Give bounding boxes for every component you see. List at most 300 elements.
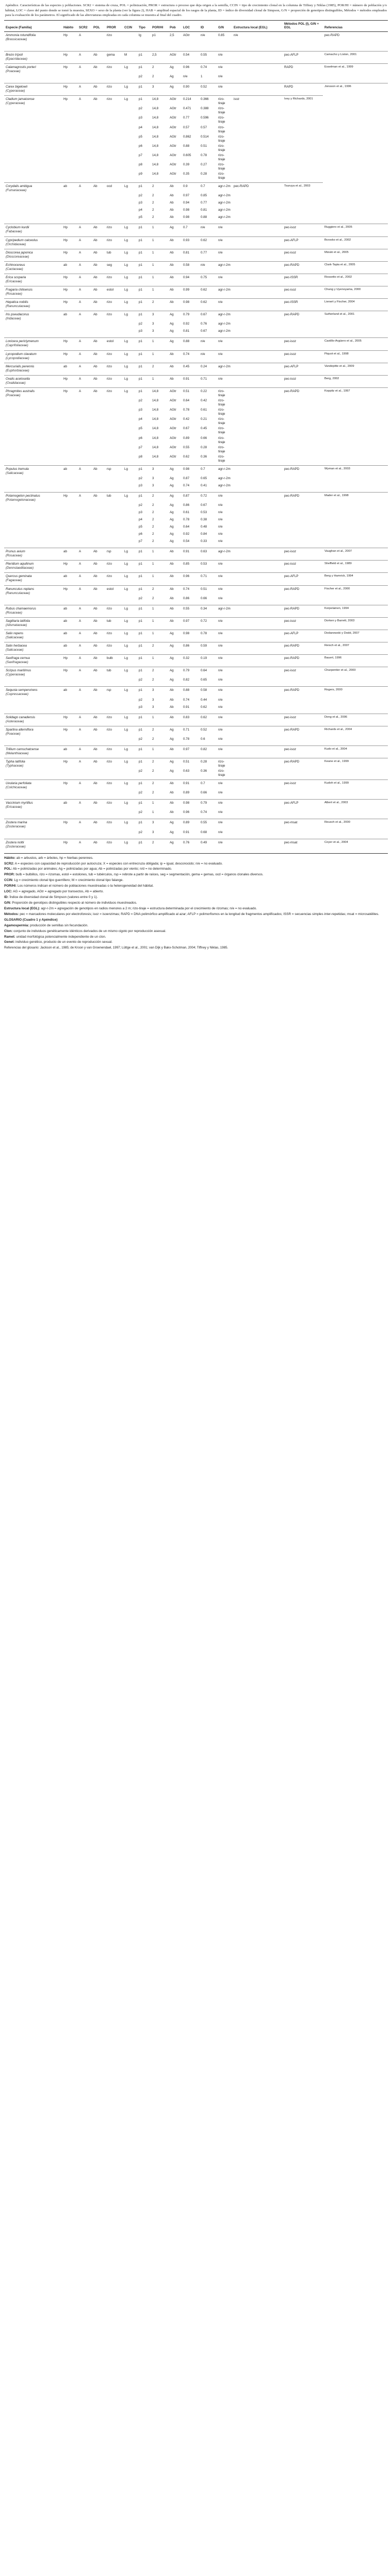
table-cell: 0.89	[183, 436, 190, 440]
table-cell: 0.91	[182, 780, 199, 791]
species-cell	[4, 286, 62, 299]
table-cell	[62, 532, 77, 539]
species-cell	[4, 454, 62, 466]
table-row	[4, 153, 388, 162]
species-name: Erica scoparia	[6, 275, 26, 279]
table-cell: p1	[137, 561, 151, 573]
table-cell	[232, 436, 283, 445]
table-cell	[92, 705, 105, 714]
table-cell	[232, 769, 283, 780]
table-cell: Ag	[170, 737, 174, 741]
table-cell	[232, 115, 283, 125]
table-cell: 0.76	[201, 322, 207, 326]
table-cell: Hp	[62, 585, 77, 596]
table-cell: p1	[137, 63, 151, 74]
table-cell: rizo	[105, 363, 123, 375]
table-cell: A	[77, 745, 92, 758]
table-cell	[62, 106, 77, 115]
table-cell: Lg	[123, 667, 137, 678]
table-row	[4, 758, 388, 769]
table-cell: 1	[151, 375, 168, 387]
table-row	[4, 642, 388, 655]
table-cell: n/e	[217, 800, 232, 810]
table-cell: rizo	[105, 819, 123, 830]
table-row	[4, 790, 388, 800]
species-cell	[4, 737, 62, 746]
table-cell: 0.74	[183, 484, 190, 488]
table-cell: rizo-tiraje	[218, 125, 225, 133]
table-cell: p1	[137, 350, 151, 363]
table-cell: 0.35	[183, 172, 190, 176]
table-cell: 0.36	[201, 454, 207, 459]
table-cell: rizo-tiraje	[217, 96, 232, 107]
table-cell	[105, 830, 123, 839]
table-cell: Ab	[92, 183, 105, 194]
table-cell: Ab	[168, 561, 182, 573]
table-cell: Ab	[170, 810, 174, 815]
table-cell: rizo-tiraje	[218, 436, 225, 444]
table-cell	[123, 517, 137, 524]
footnote	[4, 884, 388, 889]
table-cell: 0.87	[183, 477, 190, 481]
table-cell: 0.85	[182, 561, 199, 573]
table-cell: p1	[137, 224, 151, 236]
table-cell: Ag	[170, 539, 174, 544]
table-cell: p1	[137, 375, 151, 387]
table-cell	[62, 830, 77, 839]
species-name: Dioscorea japonica	[6, 250, 33, 255]
species-cell	[4, 261, 62, 274]
table-cell	[92, 115, 105, 125]
table-cell: agr-r-2m	[218, 215, 231, 219]
table-cell	[62, 162, 77, 172]
column-header: SCR2	[77, 20, 92, 32]
table-cell: 2	[151, 585, 168, 596]
table-cell	[232, 125, 283, 134]
table-cell: 2	[152, 194, 154, 198]
table-cell: 0.388	[201, 107, 209, 111]
table-cell	[283, 74, 323, 83]
family-name: (Ranunculaceae)	[6, 591, 30, 595]
table-cell: 0.66	[201, 436, 207, 440]
table-cell: rizo	[105, 236, 123, 249]
table-cell	[232, 106, 283, 115]
table-cell	[92, 454, 105, 466]
table-cell: Ab	[168, 573, 182, 585]
table-cell	[232, 830, 283, 839]
table-cell: Ag	[170, 678, 174, 682]
table-row	[4, 705, 388, 714]
table-cell: 0.71	[182, 726, 199, 737]
table-cell	[283, 32, 323, 52]
table-cell: Ab	[92, 224, 105, 236]
table-row	[4, 839, 388, 851]
table-cell: p1	[137, 387, 151, 398]
table-cell: Hp	[62, 224, 77, 236]
table-cell: Lg	[123, 642, 137, 655]
table-cell	[105, 769, 123, 780]
table-cell	[232, 408, 283, 417]
table-cell: p2	[139, 322, 142, 326]
table-cell: pec-isoz	[283, 548, 323, 561]
footnote-text: A = especies con capacidad de reproducción por autocruza; X = especies con entrecruza obligada; ip = igual, desconocido; n/e = no evaluado.	[14, 861, 223, 866]
table-cell: n/e	[218, 737, 223, 741]
table-cell: p1	[137, 605, 151, 617]
table-cell: 3	[152, 484, 154, 488]
table-cell: n/e	[218, 810, 223, 815]
table-cell: n/e	[199, 224, 217, 236]
table-row	[4, 363, 388, 375]
table-cell: p2	[139, 810, 142, 815]
family-name: (Asteraceae)	[6, 719, 24, 723]
table-cell: agr-r-2m	[217, 363, 232, 375]
table-cell	[123, 321, 137, 329]
table-cell	[105, 193, 123, 200]
table-cell: p1	[137, 573, 151, 585]
table-cell	[123, 454, 137, 466]
table-cell	[232, 596, 283, 605]
table-cell: Lg	[123, 183, 137, 194]
family-name: (Poaceae)	[6, 393, 21, 397]
table-cell: Lg	[123, 286, 137, 299]
species-cell	[4, 745, 62, 758]
species-name: Quercus geminata	[6, 574, 32, 579]
table-cell: p6	[139, 144, 142, 148]
species-name: Uvularia perfoliata	[6, 782, 31, 786]
table-cell	[62, 596, 77, 605]
table-cell	[283, 517, 323, 524]
table-cell	[323, 483, 388, 493]
table-row	[4, 524, 388, 532]
table-cell	[232, 311, 283, 322]
table-cell	[232, 153, 283, 162]
table-cell: p2	[139, 477, 142, 481]
table-cell: Hp	[62, 714, 77, 726]
table-cell: Hp	[62, 286, 77, 299]
table-cell: Ag	[170, 75, 174, 79]
table-cell	[77, 408, 92, 417]
table-cell	[105, 208, 123, 215]
table-cell: p2	[139, 830, 142, 834]
table-cell: 0.90	[182, 83, 199, 96]
table-cell: 0.67	[201, 503, 207, 507]
table-cell: Keane et al., 1999	[323, 758, 388, 769]
table-cell: Koppitz et al., 1997	[323, 387, 388, 398]
table-cell	[283, 539, 323, 548]
table-cell	[123, 476, 137, 483]
table-cell	[283, 134, 323, 144]
family-name: (Caprifoliaceae)	[6, 344, 28, 348]
table-cell	[323, 417, 388, 426]
footnote-label: G/N:	[4, 901, 11, 905]
table-row	[4, 144, 388, 153]
table-cell: Ag	[170, 525, 174, 529]
table-cell: 14,8	[152, 163, 159, 167]
table-cell: p1	[137, 83, 151, 96]
table-cell	[232, 193, 283, 200]
table-cell: 2	[151, 363, 168, 375]
table-cell: 2	[152, 208, 154, 212]
table-cell	[105, 476, 123, 483]
table-cell: Ag	[170, 511, 174, 515]
table-cell: 0.96	[182, 63, 199, 74]
table-cell	[232, 517, 283, 524]
table-cell: ab	[62, 605, 77, 617]
table-cell: Ab	[168, 286, 182, 299]
table-cell	[62, 769, 77, 780]
table-cell: Lg	[123, 350, 137, 363]
footnote-text: agr-r-2m = agregación de genotipos en radios menores a 2 m; rizo-tiraje = estructura determinada por el crecimiento de rizomas; n/e = no evaluado.	[41, 906, 257, 910]
table-cell	[77, 524, 92, 532]
species-cell	[4, 249, 62, 261]
family-name: (Euphorbiaceae)	[6, 368, 29, 372]
table-cell: agr-r-2m	[218, 322, 231, 326]
table-footnotes	[4, 853, 388, 951]
table-cell: 1	[151, 338, 168, 350]
table-cell: p1	[137, 183, 151, 194]
species-name: Salix repens	[6, 631, 24, 635]
species-name: Iris pseudacorus	[6, 313, 29, 317]
table-cell: A	[77, 630, 92, 642]
table-cell: A	[77, 274, 92, 286]
table-cell: agr-r-2m	[218, 208, 231, 212]
species-cell	[4, 830, 62, 839]
table-cell	[62, 321, 77, 329]
family-name: (Rosaceae)	[6, 554, 22, 558]
table-cell	[232, 548, 283, 561]
table-cell: 0.55	[199, 51, 217, 63]
family-name: (Iridaceae)	[6, 317, 21, 321]
table-cell: 14,8	[152, 408, 159, 412]
table-cell: Ab	[92, 714, 105, 726]
family-name: (Dioscoreaceae)	[6, 255, 29, 259]
species-cell	[4, 83, 62, 96]
species-cell	[4, 329, 62, 338]
table-cell: 0.52	[199, 726, 217, 737]
table-cell	[77, 125, 92, 134]
glossary-entry	[4, 929, 388, 934]
table-cell	[105, 524, 123, 532]
table-cell	[77, 321, 92, 329]
table-cell: 14,8	[152, 125, 159, 129]
table-cell	[123, 769, 137, 780]
table-cell: Ab	[92, 83, 105, 96]
table-cell	[232, 483, 283, 493]
table-cell	[232, 134, 283, 144]
species-cell	[4, 96, 62, 107]
table-cell	[232, 426, 283, 435]
table-cell	[62, 539, 77, 548]
species-cell	[4, 810, 62, 819]
table-cell	[323, 208, 388, 215]
table-cell: A	[77, 780, 92, 791]
table-cell: 2	[151, 726, 168, 737]
table-cell: 0.77	[183, 116, 190, 120]
table-cell	[105, 125, 123, 134]
table-cell: p1	[137, 819, 151, 830]
table-cell: rizo	[105, 350, 123, 363]
table-cell: p1	[137, 687, 151, 698]
table-cell: 3	[152, 698, 154, 702]
table-row	[4, 737, 388, 746]
table-cell: Ab	[168, 800, 182, 810]
table-cell	[92, 321, 105, 329]
species-name: Sequoia sempervirens	[6, 688, 38, 692]
family-name: (Lycopodiaceae)	[6, 356, 29, 360]
table-cell	[105, 539, 123, 548]
table-row	[4, 183, 388, 194]
species-name: Ranunculus reptans	[6, 587, 35, 591]
table-cell	[123, 532, 137, 539]
table-row	[4, 63, 388, 74]
family-name: (Rosaceae)	[6, 292, 22, 296]
table-cell	[323, 193, 388, 200]
table-cell: pec-RAPD	[283, 465, 323, 476]
table-cell	[232, 503, 283, 510]
species-name: Populus tremula	[6, 467, 29, 471]
species-cell	[4, 321, 62, 329]
table-cell: Hp	[62, 274, 77, 286]
table-cell: p1	[137, 655, 151, 667]
table-cell	[283, 532, 323, 539]
table-cell: 0.79	[182, 311, 199, 322]
table-cell: RAPD	[283, 63, 323, 74]
species-name: Oxalis acetosella	[6, 377, 30, 381]
column-header: Especie (Familia)	[4, 20, 62, 32]
table-cell	[323, 426, 388, 435]
table-cell: 3	[151, 687, 168, 698]
table-cell: 0.72	[199, 617, 217, 630]
species-cell	[4, 134, 62, 144]
table-cell: Lg	[123, 274, 137, 286]
footnote-text: AG = agregado, AGtr = agregado por transectos, Ab = abierto.	[13, 890, 104, 894]
table-cell: rizo	[105, 630, 123, 642]
column-header: LOC	[182, 20, 199, 32]
table-cell: Lg	[123, 63, 137, 74]
family-name: (Colchicaceae)	[6, 786, 27, 790]
table-cell: Ab	[92, 493, 105, 503]
table-cell: Hp	[62, 839, 77, 851]
table-cell: 0.214	[182, 96, 199, 107]
table-cell: Lg	[123, 573, 137, 585]
table-cell	[283, 830, 323, 839]
table-cell: 0.86	[182, 642, 199, 655]
table-cell	[92, 445, 105, 454]
table-cell: 0.66	[201, 791, 207, 795]
species-cell	[4, 200, 62, 208]
table-row	[4, 162, 388, 172]
table-cell: p1	[137, 667, 151, 678]
table-cell	[105, 408, 123, 417]
species-cell	[4, 605, 62, 617]
table-cell: 3	[152, 322, 154, 326]
table-cell: n/e	[217, 236, 232, 249]
table-cell	[123, 215, 137, 224]
species-cell	[4, 63, 62, 74]
table-cell: Lg	[123, 780, 137, 791]
table-cell	[77, 144, 92, 153]
table-cell: pec-RAPD	[283, 261, 323, 274]
table-cell: 0.38	[201, 518, 207, 522]
table-cell: 0.48	[201, 525, 207, 529]
table-cell	[283, 510, 323, 517]
table-cell: Ab	[92, 839, 105, 851]
table-cell: estol	[105, 286, 123, 299]
table-cell: n/e	[217, 839, 232, 851]
table-cell: Lg	[123, 585, 137, 596]
family-name: (Oxalidaceae)	[6, 381, 26, 385]
table-cell	[62, 510, 77, 517]
table-cell: Ab	[92, 630, 105, 642]
table-row	[4, 800, 388, 810]
table-cell	[77, 426, 92, 435]
table-cell: Ab	[168, 605, 182, 617]
table-row	[4, 274, 388, 286]
table-cell: Wyman et al., 2003	[323, 465, 388, 476]
table-row	[4, 83, 388, 96]
table-cell: Lg	[123, 714, 137, 726]
table-cell: p3	[139, 329, 142, 333]
table-cell	[123, 698, 137, 705]
table-cell: Lienert y Fischer, 2004	[323, 299, 388, 311]
footnote-label: Estructura local (EGL):	[4, 906, 40, 910]
footnote	[4, 889, 388, 894]
table-cell: Ab	[92, 51, 105, 63]
table-cell: rizo-tiraje	[218, 134, 225, 143]
table-cell: p3	[139, 484, 142, 488]
species-cell	[4, 426, 62, 435]
table-cell: 0.71	[199, 573, 217, 585]
table-cell	[62, 517, 77, 524]
table-cell: Ab	[168, 350, 182, 363]
table-cell	[283, 321, 323, 329]
table-cell: 14,8	[152, 436, 159, 440]
table-cell: ab	[62, 800, 77, 810]
table-cell	[232, 510, 283, 517]
table-cell: Ab	[170, 698, 174, 702]
footnote-label: POR/HI:	[4, 884, 17, 888]
table-cell: p1	[137, 96, 151, 107]
table-row	[4, 261, 388, 274]
species-cell	[4, 617, 62, 630]
table-cell: 0.28	[201, 445, 207, 449]
table-cell: 0.44	[201, 698, 207, 702]
table-cell: AGtr	[170, 399, 176, 403]
glossary-entry	[4, 940, 388, 945]
table-cell: rizo	[105, 32, 123, 52]
table-cell: Ab	[168, 261, 182, 274]
table-cell	[105, 162, 123, 172]
family-name: (Fagaceae)	[6, 579, 22, 583]
table-cell: A	[77, 63, 92, 74]
table-cell	[283, 698, 323, 705]
table-row	[4, 830, 388, 839]
table-cell	[123, 417, 137, 426]
footnote-text: Proporción de genotipos distinguibles respecto al número de individuos muestreados.	[12, 901, 137, 905]
table-cell: p2	[139, 678, 142, 682]
species-cell	[4, 74, 62, 83]
table-cell: A	[77, 363, 92, 375]
table-cell: Korpelainen, 1994	[323, 605, 388, 617]
table-cell: Ab	[168, 745, 182, 758]
table-cell: seg	[105, 261, 123, 274]
table-cell: 0.49	[199, 839, 217, 851]
table-cell: 1	[151, 249, 168, 261]
table-cell: pec-RAPD	[283, 687, 323, 698]
species-cell	[4, 51, 62, 63]
table-cell: p4	[139, 417, 142, 421]
table-cell	[77, 705, 92, 714]
